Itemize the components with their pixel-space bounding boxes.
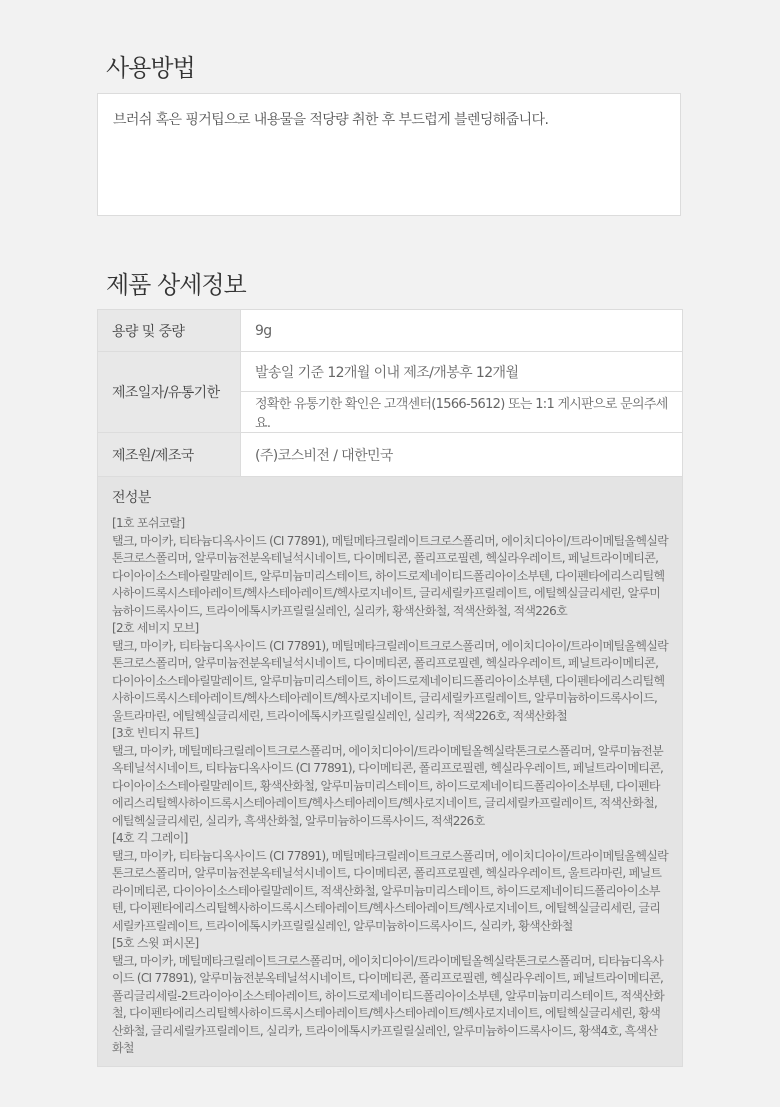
ingredient-group-list: 탤크, 마이카, 티타늄디옥사이드 (CI 77891), 메틸메타크릴레이트크로스폴리머, 에이치디아이/트라이메틸올헥실락톤크로스폴리머, 알루미늄전분옥테닐석시네이트, 다이메티콘, 폴리프로필렌, 헥실라우레이트, 페닐트라이메티콘, 다이아이소스테아릴말레이트, 알루미늄미리스테이트, 하이드로제네이티드폴리아이소부텐, 다이펜타에리스리틸헥사하이드록시스테아레이트/헥사스테아레이트/헥사로지네이트, 글리세릴카프릴레이트, 알루미늄하이드록사이드, 울트라마린, 에틸헥실글리세린, 트라이에톡시카프릴릴실레인, 실리카, 적색226호, 적색산화철: [112, 638, 669, 723]
ingredient-group-list: 탤크, 마이카, 메틸메타크릴레이트크로스폴리머, 에이치디아이/트라이메틸올헥실락톤크로스폴리머, 티타늄디옥사이드 (CI 77891), 알루미늄전분옥테닐석시네이트, 다이메티콘, 폴리프로필렌, 헥실라우레이트, 페닐트라이메티콘, 폴리글리세릴-2트라이아이소스테아레이트, 하이드로제네이티드폴리아이소부텐, 알루미늄미리스테이트, 적색산화철, 다이펜타에리스리틸헥사하이드록시스테아레이트/헥사스테아레이트/헥사로지네이트, 에틸헥실글리세린, 황색산화철, 글리세릴카프릴레이트, 실리카, 트라이에톡시카프릴릴실레인, 알루미늄하이드록사이드, 황색4호, 흑색산화철: [112, 953, 665, 1055]
table-row: [98, 352, 683, 392]
ingredient-group-name: [4호 긱 그레이]: [112, 831, 188, 845]
ingredient-group-name: [1호 포쉬코랄]: [112, 516, 185, 530]
table-row: [98, 433, 683, 477]
table-row: [98, 477, 683, 1067]
ingredient-group-list: 탤크, 마이카, 티타늄디옥사이드 (CI 77891), 메틸메타크릴레이트크로스폴리머, 에이치디아이/트라이메틸올헥실락톤크로스폴리머, 알루미늄전분옥테닐석시네이트, 다이메티콘, 폴리프로필렌, 헥실라우레이트, 페닐트라이메티콘, 다이아이소스테아릴말레이트, 알루미늄미리스테이트, 하이드로제네이티드폴리아이소부텐, 다이펜타에리스리틸헥사하이드록시스테아레이트/헥사스테아레이트/헥사로지네이트, 글리세릴카프릴레이트, 에틸헥실글리세린, 알루미늄하이드록사이드, 트라이에톡시카프릴릴실레인, 실리카, 황색산화철, 적색산화철, 적색226호: [112, 533, 669, 618]
ingredients-cell: [98, 477, 683, 1067]
ingredient-group-name: [5호 스윗 퍼시몬]: [112, 936, 199, 950]
value-expiry-note: 정확한 유통기한 확인은 고객센터(1566-5612) 또는 1:1 게시판으로 문의주세요.: [241, 392, 683, 433]
value-expiry: 발송일 기준 12개월 이내 제조/개봉후 12개월: [241, 352, 683, 392]
ingredients-title: 전성분: [112, 490, 151, 506]
value-manufacturer: (주)코스비전 / 대한민국: [241, 433, 683, 477]
label-manufacturer: 제조원/제조국: [98, 433, 241, 477]
ingredient-group-5: [112, 935, 668, 1058]
ingredient-group-3: [112, 725, 668, 830]
usage-section-title: 사용방법: [106, 54, 195, 82]
ingredient-group-list: 탤크, 마이카, 티타늄디옥사이드 (CI 77891), 메틸메타크릴레이트크로스폴리머, 에이치디아이/트라이메틸올헥실락톤크로스폴리머, 알루미늄전분옥테닐석시네이트, 다이메티콘, 폴리프로필렌, 헥실라우레이트, 울트라마린, 페닐트라이메티콘, 다이아이소스테아릴말레이트, 적색산화철, 알루미늄미리스테이트, 하이드로제네이티드폴리아이소부텐, 다이펜타에리스리틸헥사하이드록시스테아레이트/헥사스테아레이트/헥사로지네이트, 에틸헥실글리세린, 글리세릴카프릴레이트, 트라이에톡시카프릴릴실레인, 알루미늄하이드록사이드, 실리카, 황색산화철: [112, 848, 669, 933]
label-capacity: 용량 및 중량: [98, 310, 241, 352]
ingredient-group-list: 탤크, 마이카, 메틸메타크릴레이트크로스폴리머, 에이치디아이/트라이메틸올헥실락톤크로스폴리머, 알루미늄전분옥테닐석시네이트, 티타늄디옥사이드 (CI 77891), 다이메티콘, 폴리프로필렌, 헥실라우레이트, 페닐트라이메티콘, 다이아이소스테아릴말레이트, 황색산화철, 알루미늄미리스테이트, 하이드로제네이티드폴리아이소부텐, 다이펜타에리스리틸헥사하이드록시스테아레이트/헥사스테아레이트/헥사로지네이트, 글리세릴카프릴레이트, 적색산화철, 에틸헥실글리세린, 실리카, 흑색산화철, 알루미늄하이드록사이드, 적색226호: [112, 743, 664, 828]
label-expiry: 제조일자/유통기한: [98, 352, 241, 433]
usage-description-text: 브러쉬 혹은 핑거팁으로 내용물을 적당량 취한 후 부드럽게 블렌딩해줍니다.: [113, 112, 549, 128]
ingredient-group-name: [3호 빈티지 뮤트]: [112, 726, 199, 740]
table-row: [98, 310, 683, 352]
detail-section-title: 제품 상세정보: [106, 271, 246, 299]
ingredient-group-4: [112, 830, 668, 935]
usage-description-box: [97, 93, 681, 216]
product-detail-table: [97, 309, 683, 1067]
ingredient-group-name: [2호 세비지 모브]: [112, 621, 199, 635]
value-capacity: 9g: [241, 310, 683, 352]
ingredient-group-2: [112, 620, 668, 725]
ingredient-group-1: [112, 515, 668, 620]
